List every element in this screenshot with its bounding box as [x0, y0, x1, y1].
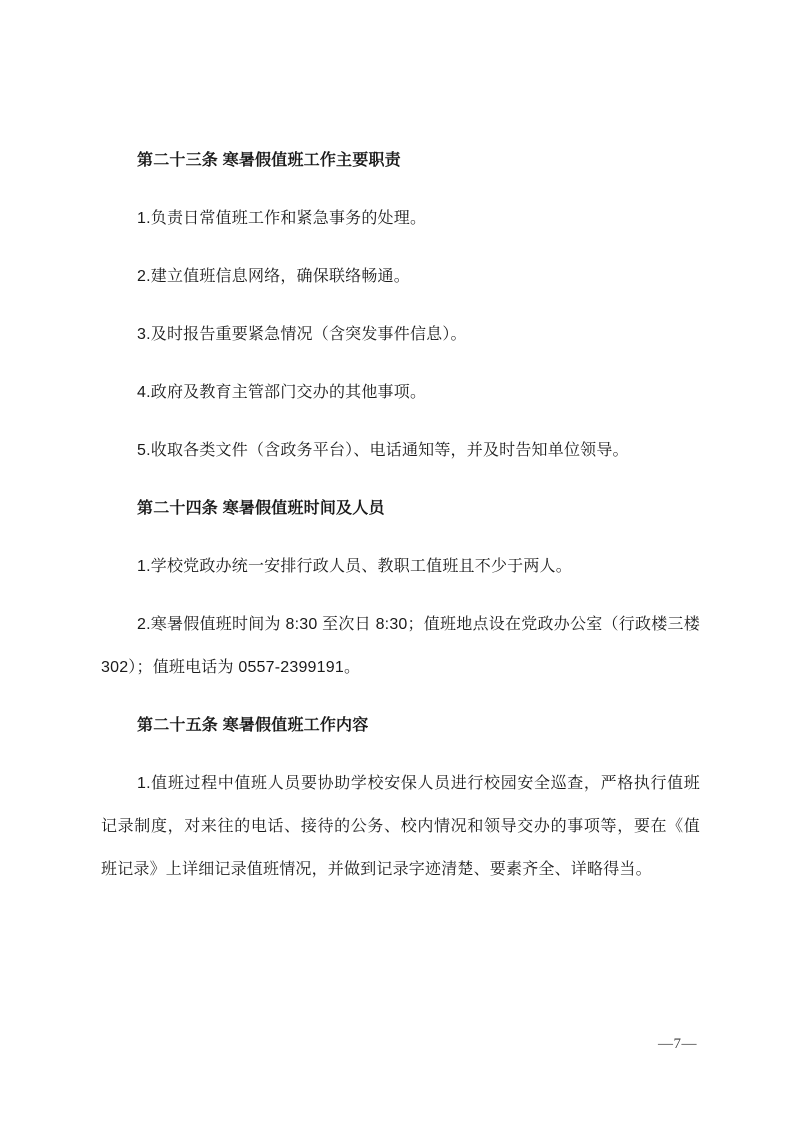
section-heading: 第二十四条 寒暑假值班时间及人员 — [137, 500, 385, 517]
page-number: —7— — [658, 1036, 697, 1052]
section-heading: 第二十三条 寒暑假值班工作主要职责 — [137, 152, 401, 169]
body-paragraph: 3.及时报告重要紧急情况（含突发事件信息）。 — [137, 326, 467, 343]
body-paragraph: 1.值班过程中值班人员要协助学校安保人员进行校园安全巡查，严格执行值班记录制度，对来往的电话、接待的公务、校内情况和领导交办的事项等，要在《值班记录》上详细记录值班情况，并做到记录字迹清楚、要素齐全、详略得当。 — [101, 775, 700, 878]
body-paragraph: 4.政府及教育主管部门交办的其他事项。 — [137, 384, 427, 401]
body-paragraph: 1.负责日常值班工作和紧急事务的处理。 — [137, 210, 427, 227]
document-body — [101, 139, 700, 906]
body-paragraph: 5.收取各类文件（含政务平台）、电话通知等，并及时告知单位领导。 — [137, 442, 629, 459]
body-paragraph: 2.建立值班信息网络，确保联络畅通。 — [137, 268, 410, 285]
body-paragraph: 2.寒暑假值班时间为 8:30 至次日 8:30；值班地点设在党政办公室（行政楼三楼302）；值班电话为 0557-2399191。 — [101, 616, 700, 676]
section-heading: 第二十五条 寒暑假值班工作内容 — [137, 717, 369, 734]
body-paragraph: 1.学校党政办统一安排行政人员、教职工值班且不少于两人。 — [137, 558, 572, 575]
